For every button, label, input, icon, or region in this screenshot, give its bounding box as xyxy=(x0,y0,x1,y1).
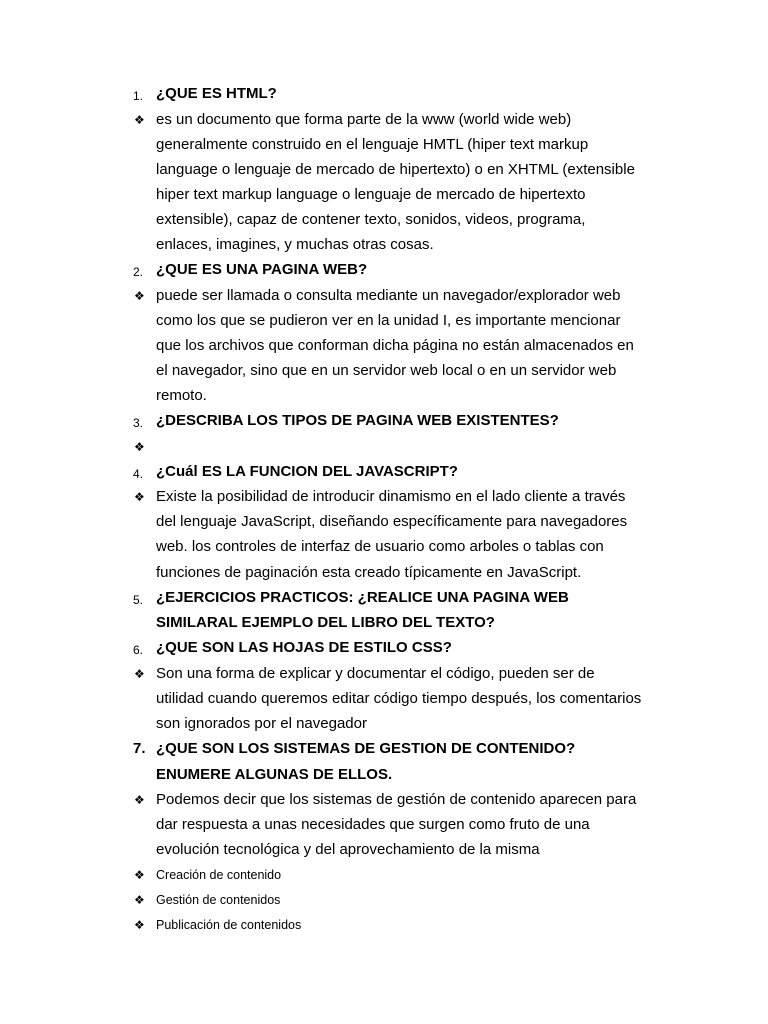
answer-line: extensible), capaz de contener texto, sonidos, videos, programa, xyxy=(156,211,586,228)
section-heading: ¿QUE ES HTML? xyxy=(156,85,277,102)
answer-line: Son una forma de explicar y documentar el código, pueden ser de xyxy=(156,665,595,682)
answer-line: dar respuesta a unas necesidades que surgen como fruto de una xyxy=(156,816,590,833)
bullet-icon: ❖ xyxy=(134,793,145,807)
answer-line: language o lenguaje de mercado de hipertexto) o en XHTML (extensible xyxy=(156,161,635,178)
answer-line: utilidad cuando queremos editar código tiempo después, los comentarios xyxy=(156,690,642,707)
section-heading: ¿EJERCICIOS PRACTICOS: ¿REALICE UNA PAGINA WEB xyxy=(156,589,569,606)
answer-line: que los archivos que conforman dicha página no están almacenados en xyxy=(156,337,634,354)
section-number: 4. xyxy=(133,467,144,481)
answer-line: Existe la posibilidad de introducir dinamismo en el lado cliente a través xyxy=(156,488,626,505)
bullet-icon: ❖ xyxy=(134,918,145,932)
list-item: Publicación de contenidos xyxy=(156,918,302,932)
section-number: 1. xyxy=(133,89,144,103)
section-number: 3. xyxy=(133,416,144,430)
answer-line: hiper text markup language o lenguaje de mercado de hipertexto xyxy=(156,186,586,203)
bullet-icon: ❖ xyxy=(134,490,145,504)
section-heading: ¿QUE ES UNA PAGINA WEB? xyxy=(156,261,368,278)
bullet-icon: ❖ xyxy=(134,113,145,127)
section-heading: ¿QUE SON LAS HOJAS DE ESTILO CSS? xyxy=(156,639,452,656)
bullet-icon: ❖ xyxy=(134,289,145,303)
answer-line: son ignorados por el navegador xyxy=(156,715,367,732)
answer-line: web. los controles de interfaz de usuario como arboles o tablas con xyxy=(156,538,604,555)
section-heading: ¿QUE SON LOS SISTEMAS DE GESTION DE CONTENIDO? xyxy=(156,740,576,757)
answer-line: remoto. xyxy=(156,387,207,404)
answer-line: Podemos decir que los sistemas de gestión de contenido aparecen para xyxy=(156,791,637,808)
bullet-icon: ❖ xyxy=(134,893,145,907)
answer-line: funciones de paginación esta creado típicamente en JavaScript. xyxy=(156,564,582,581)
list-item: Gestión de contenidos xyxy=(156,893,281,907)
section-heading-continued: SIMILARAL EJEMPLO DEL LIBRO DEL TEXTO? xyxy=(156,614,495,631)
bullet-icon: ❖ xyxy=(134,440,145,454)
answer-line: es un documento que forma parte de la www (world wide web) xyxy=(156,111,572,128)
bullet-icon: ❖ xyxy=(134,868,145,882)
answer-line: del lenguaje JavaScript, diseñando específicamente para navegadores xyxy=(156,513,628,530)
section-heading-continued: ENUMERE ALGUNAS DE ELLOS. xyxy=(156,766,393,783)
bullet-icon: ❖ xyxy=(134,667,145,681)
section-number: 6. xyxy=(133,643,144,657)
section-number: 5. xyxy=(133,593,144,607)
answer-line: enlaces, imagines, y muchas otras cosas. xyxy=(156,236,434,253)
answer-line: como los que se pudieron ver en la unidad I, es importante mencionar xyxy=(156,312,621,329)
answer-line: generalmente construido en el lenguaje HMTL (hiper text markup xyxy=(156,136,589,153)
answer-line: puede ser llamada o consulta mediante un navegador/explorador web xyxy=(156,287,621,304)
section-heading: ¿Cuál ES LA FUNCION DEL JAVASCRIPT? xyxy=(156,463,458,480)
answer-line: el navegador, sino que en un servidor web local o en un servidor web xyxy=(156,362,617,379)
section-number: 2. xyxy=(133,265,144,279)
section-heading: ¿DESCRIBA LOS TIPOS DE PAGINA WEB EXISTENTES? xyxy=(156,412,559,429)
list-item: Creación de contenido xyxy=(156,868,282,882)
section-number: 7. xyxy=(133,740,146,757)
answer-line: evolución tecnológica y del aprovechamiento de la misma xyxy=(156,841,540,858)
